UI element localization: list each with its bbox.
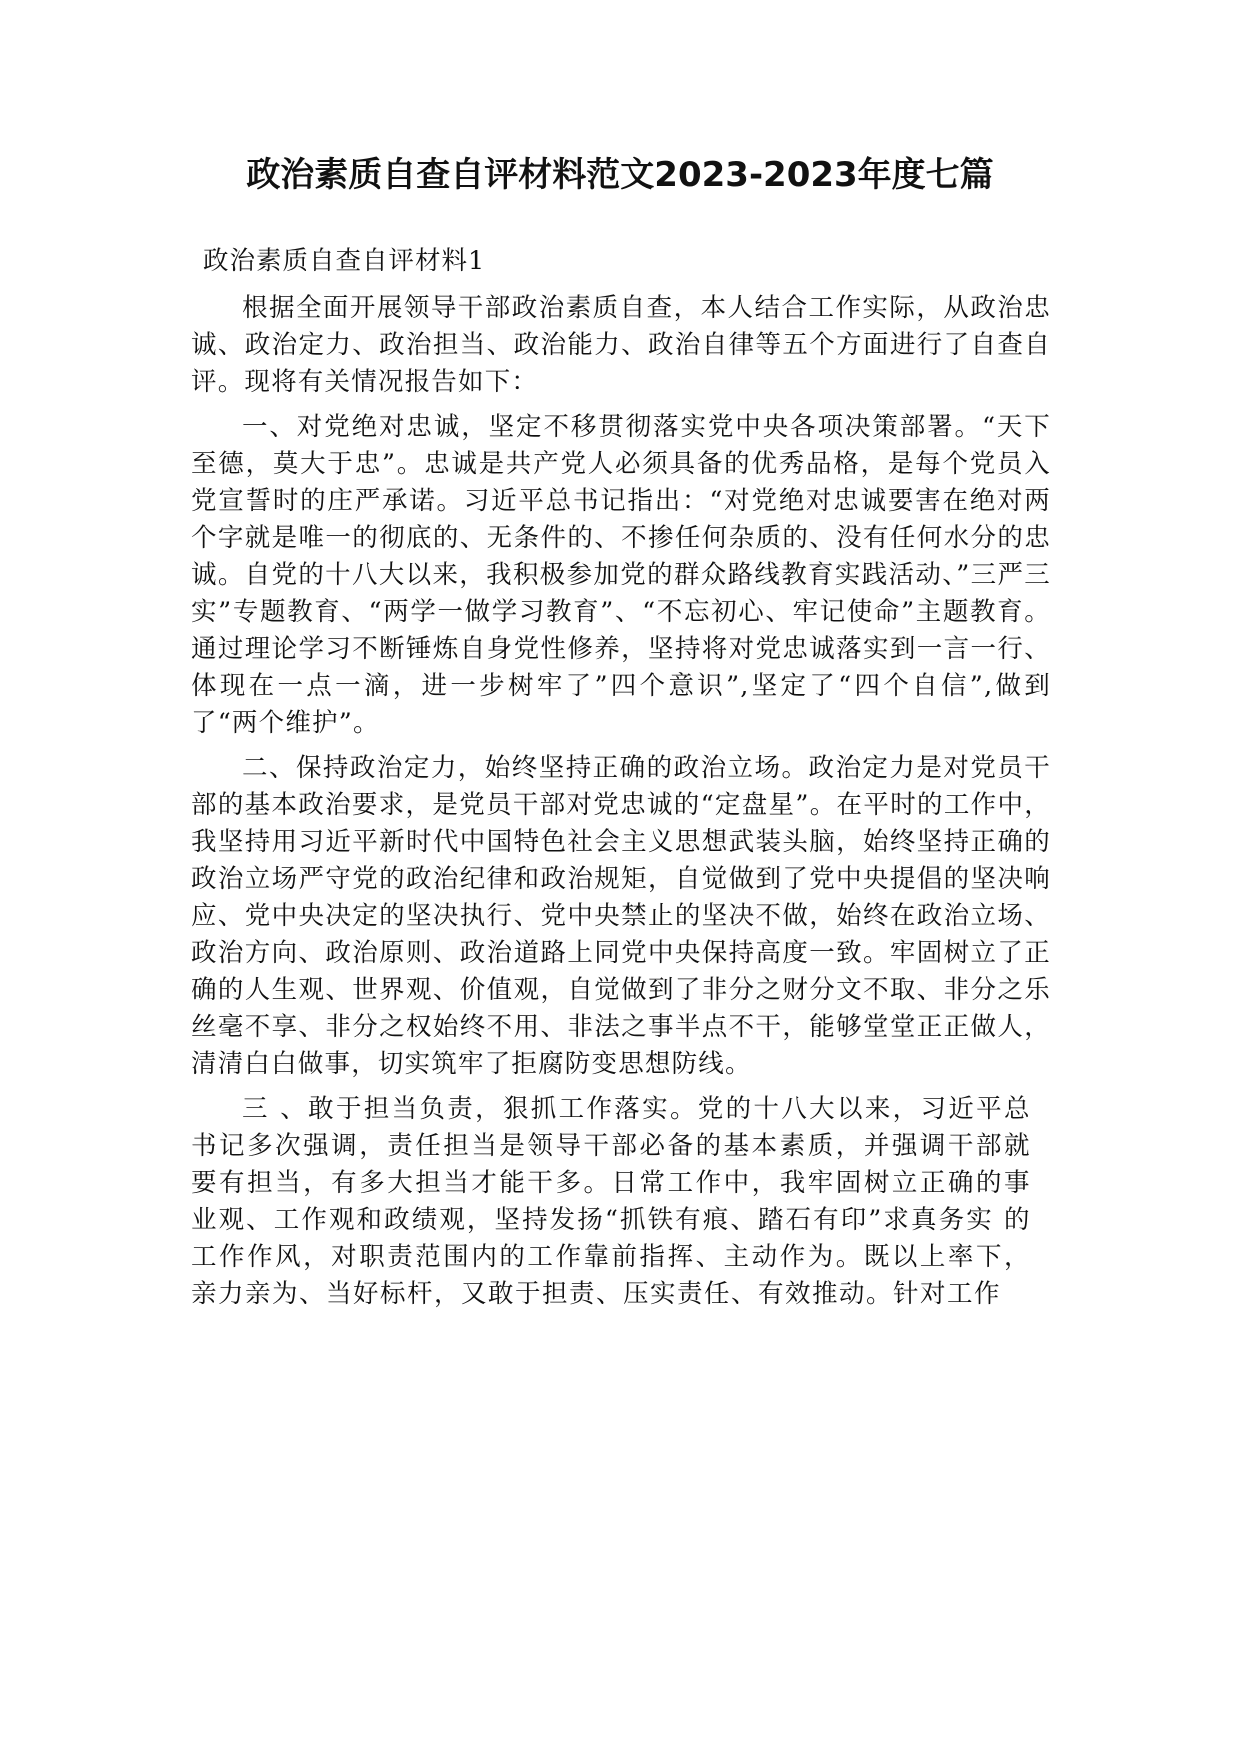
paragraph-intro: 根据全面开展领导干部政治素质自查，本人结合工作实际，从政治忠诚、政治定力、政治担当、政治能力、政治自律等五个方面进行了自查自评。现将有关情况报告如下： <box>191 293 1051 397</box>
document-title: 政治素质自查自评材料范文2023-2023年度七篇 <box>246 155 994 195</box>
section-heading: 政治素质自查自评材料1 <box>203 246 486 276</box>
paragraph-responsibility: 三 、敢于担当负责，狠抓工作落实。党的十八大以来，习近平总 书记多次强调，责任担当是领导干部必备的基本素质，并强调干部就 要有担当，有多大担当才能干多。日常工作中，我牢固树立正确的事 业观、工作观和政绩观，坚持发扬“抓铁有痕、踏石有印”求真务实 的工作作风，对职责范围内的工作靠前指挥、主动作为。既以上率下， 亲力亲为、当好标杆，又敢于担责、压实责任、有效推动。针对工作 <box>191 1094 1031 1309</box>
document-body <box>191 290 1051 1321</box>
paragraph-loyalty: 一、对党绝对忠诚，坚定不移贯彻落实党中央各项决策部署。“天下至德，莫大于忠”。忠诚是共产党人必须具备的优秀品格，是每个党员入党宣誓时的庄严承诺。习近平总书记指出：“对党绝对忠诚要害在绝对两个字就是唯一的彻底的、无条件的、不掺任何杂质的、没有任何水分的忠诚。自党的十八大以来，我积极参加党的群众路线教育实践活动、”三严三实”专题教育、“两学一做学习教育”、“不忘初心、牢记使命”主题教育。通过理论学习不断锤炼自身党性修养，坚持将对党忠诚落实到一言一行、体现在一点一滴，进一步树牢了”四个意识”,坚定了“四个自信”,做到了“两个维护”。 <box>191 412 1051 738</box>
paragraph-political-resolve: 二、保持政治定力，始终坚持正确的政治立场。政治定力是对党员干部的基本政治要求，是党员干部对党忠诚的“定盘星”。在平时的工作中，我坚持用习近平新时代中国特色社会主义思想武装头脑，始终坚持正确的政治立场严守党的政治纪律和政治规矩，自觉做到了党中央提倡的坚决响应、党中央决定的坚决执行、党中央禁止的坚决不做，始终在政治立场、政治方向、政治原则、政治道路上同党中央保持高度一致。牢固树立了正确的人生观、世界观、价值观，自觉做到了非分之财分文不取、非分之乐丝毫不享、非分之权始终不用、非法之事半点不干，能够堂堂正正做人，清清白白做事，切实筑牢了拒腐防变思想防线。 <box>191 753 1051 1079</box>
